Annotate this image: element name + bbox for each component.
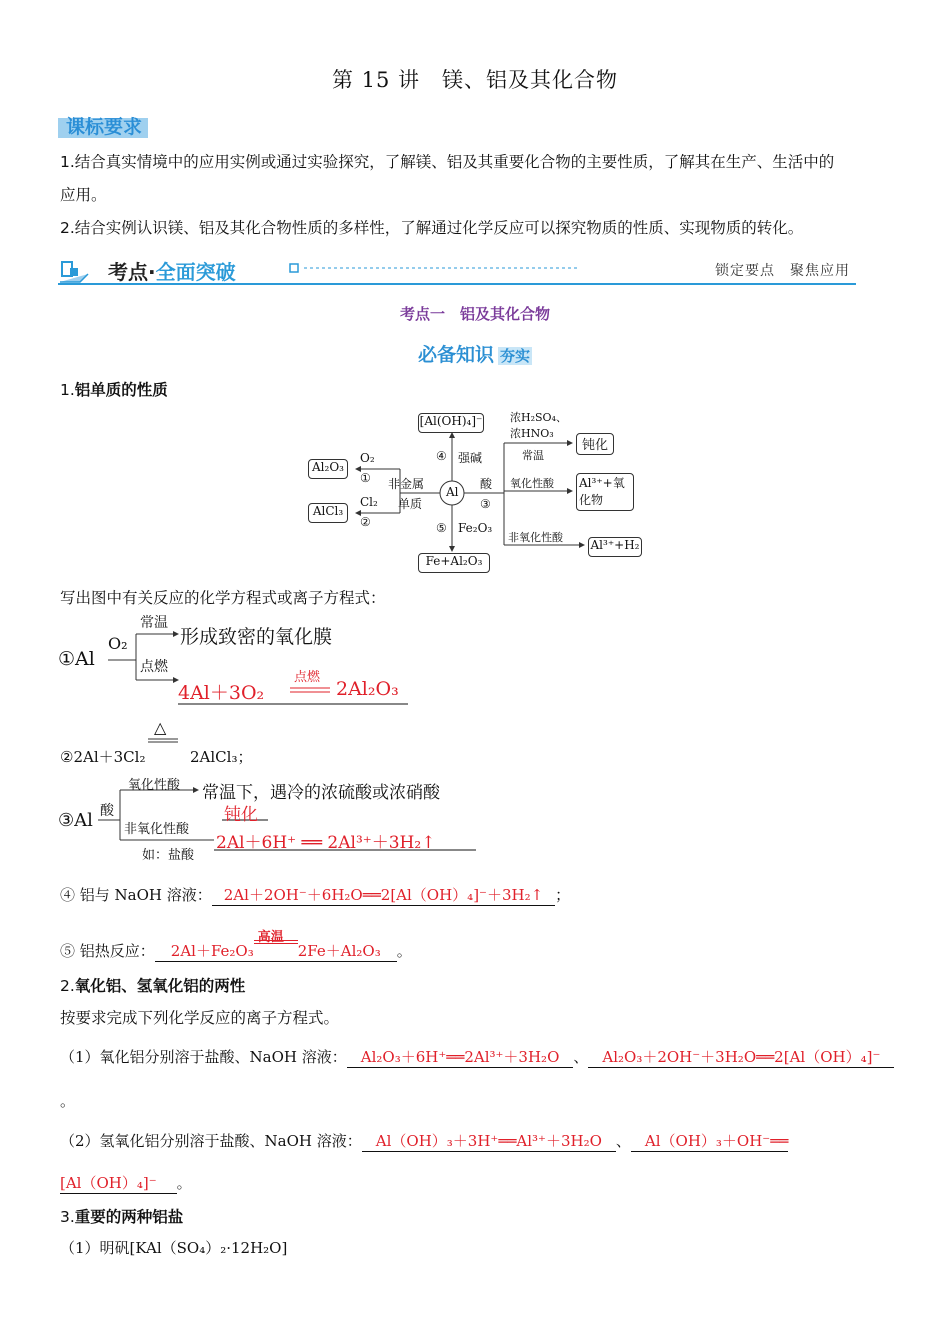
question-1-answer-1: Al₂O₃＋6H⁺══2Al³⁺＋3H₂O — [347, 1046, 574, 1068]
diagram-al2o3-box: Al₂O₃ — [308, 459, 348, 479]
diagram-fe2o3-label: Fe₂O₃ — [458, 521, 493, 535]
equation-3-bottom-condition: 非氧化性酸 — [124, 822, 190, 837]
diagram-passivation-box: 钝化 — [576, 433, 614, 455]
equation-3-prefix: ③Al — [58, 810, 93, 831]
diagram-al3-h2-box: Al³⁺+H₂ — [588, 537, 642, 557]
diagram-room-temp: 常温 — [522, 449, 544, 462]
diagram-aloh4-box: [Al(OH)₄]⁻ — [418, 413, 484, 433]
equation-4-label: ④ 铝与 NaOH 溶液： — [60, 886, 212, 904]
question-2: （2）氢氧化铝分别溶于盐酸、NaOH 溶液： Al（OH）₃＋3H⁺══Al³⁺＋3H₂O 、 Al（OH）₃＋OH⁻══ — [60, 1132, 789, 1150]
requirement-line-3: 2.结合实例认识镁、铝及其化合物性质的多样性，了解通过化学反应可以探究物质的性质、实现物质的转化。 — [60, 219, 804, 237]
diagram-cl2-label: Cl₂ — [360, 495, 378, 509]
equation-3-answer: 2Al＋6H⁺ ══ 2Al³⁺＋3H₂↑ — [216, 833, 436, 853]
diagram-element-label: 单质 — [398, 497, 423, 511]
equation-4 — [60, 884, 570, 906]
equation-1-answer-condition: 点燃 — [294, 670, 321, 685]
equation-2 — [60, 718, 320, 768]
diagram-circle-5: ⑤ — [436, 521, 447, 535]
question-2-answer-2b: [Al（OH）₄]⁻ — [60, 1172, 177, 1194]
equation-5-label: ⑤ 铝热反应： — [60, 942, 155, 960]
equation-5-condition: 高温 — [257, 930, 284, 945]
section-2-heading: 2.氧化铝、氢氧化铝的两性 — [60, 977, 246, 995]
equation-5-answer: 2Al＋Fe₂O₃ 高温 2Fe＋Al₂O₃ — [155, 940, 397, 962]
diagram-oxidizing-acid: 氧化性酸 — [510, 477, 554, 490]
diagram-circle-3: ③ — [480, 497, 491, 511]
equation-5-end: 。 — [396, 942, 412, 960]
equation-1-top-condition: 常温 — [140, 615, 168, 631]
diagram-al3-oxide-box: Al³⁺+氧 化物 — [576, 473, 634, 511]
diagram-acid-label: 酸 — [480, 477, 493, 491]
section-3-item: （1）明矾[KAl（SO₄）₂·12H₂O] — [60, 1239, 288, 1257]
requirements-banner — [58, 112, 154, 140]
equation-1-answer-right: 2Al₂O₃ — [336, 678, 399, 700]
section-3-heading: 3.重要的两种铝盐 — [60, 1208, 184, 1226]
equation-2-left: ②2Al＋3Cl₂ — [60, 748, 146, 766]
diagram-fe-al2o3-box: Fe+Al₂O₃ — [418, 553, 490, 573]
equation-1-bottom-condition: 点燃 — [140, 659, 168, 675]
requirement-line-2: 应用。 — [60, 186, 107, 204]
section-banner — [58, 252, 858, 288]
section-1-heading: 1.铝单质的性质 — [60, 381, 168, 399]
diagram-circle-2: ② — [360, 515, 371, 529]
equation-1-answer-left: 4Al＋3O₂ — [178, 682, 265, 704]
equation-4-answer: 2Al＋2OH⁻＋6H₂O══2[Al（OH）₄]⁻＋3H₂↑ — [212, 884, 555, 906]
question-2-continued: [Al（OH）₄]⁻ 。 — [60, 1174, 192, 1192]
equation-1-o2: O₂ — [108, 634, 128, 653]
section-banner-subtitle: 锁定要点 聚焦应用 — [715, 263, 850, 279]
diagram-conc-h2so4: 浓H₂SO₄、 — [510, 411, 567, 424]
equation-3-acid: 酸 — [100, 803, 114, 819]
equation-2-right: 2AlCl₃； — [190, 748, 253, 766]
section-banner-title: 考点·全面突破 — [108, 260, 236, 284]
equation-3-top-result: 常温下，遇冷的浓硫酸或浓硝酸 — [202, 783, 440, 803]
page-title: 第 15 讲 镁、铝及其化合物 — [331, 68, 619, 92]
requirement-line-1: 1.结合真实情境中的应用实例或通过实验探究，了解镁、铝及其重要化合物的主要性质，了解其在生产、生活中的 — [60, 153, 835, 171]
knowledge-heading: 必备知识 夯实 — [417, 344, 531, 366]
diagram-circle-1: ① — [360, 471, 371, 485]
equation-3-top-condition: 氧化性酸 — [128, 778, 181, 793]
requirements-banner-label: 课标要求 — [66, 116, 143, 138]
write-prompt: 写出图中有关反应的化学方程式或离子方程式： — [60, 589, 386, 607]
equation-3-passivation-answer: 钝化 — [224, 805, 258, 825]
question-1: （1）氧化铝分别溶于盐酸、NaOH 溶液： Al₂O₃＋6H⁺══2Al³⁺＋3H₂O 、 Al₂O₃＋2OH⁻＋3H₂O══2[Al（OH）₄]⁻ — [60, 1046, 894, 1068]
diagram-circle-4: ④ — [436, 449, 447, 463]
equation-3 — [58, 772, 488, 864]
question-2-answer-2: Al（OH）₃＋OH⁻══ — [631, 1130, 788, 1152]
equation-4-end: ； — [555, 886, 571, 904]
diagram-strong-base-label: 强碱 — [458, 451, 483, 465]
diagram-center-al: Al — [446, 485, 459, 499]
equation-2-condition: △ — [154, 718, 167, 737]
diagram-nonoxidizing-acid: 非氧化性酸 — [508, 531, 563, 544]
diagram-conc-hno3: 浓HNO₃ — [510, 427, 554, 440]
aluminum-reaction-diagram — [300, 405, 650, 575]
question-2-label: （2）氢氧化铝分别溶于盐酸、NaOH 溶液： — [60, 1132, 362, 1150]
equation-1 — [58, 610, 418, 706]
question-1-answer-2: Al₂O₃＋2OH⁻＋3H₂O══2[Al（OH）₄]⁻ — [588, 1046, 894, 1068]
question-1-label: （1）氧化铝分别溶于盐酸、NaOH 溶液： — [60, 1048, 347, 1066]
equation-1-top-result: 形成致密的氧化膜 — [180, 626, 333, 648]
equation-1-prefix: ①Al — [58, 648, 95, 670]
diagram-alcl3-box: AlCl₃ — [308, 503, 348, 523]
question-1-end: 。 — [60, 1092, 76, 1110]
section-2-prompt: 按要求完成下列化学反应的离子方程式。 — [60, 1009, 340, 1027]
diagram-o2-label: O₂ — [360, 451, 375, 465]
equation-5 — [60, 930, 412, 962]
diagram-nonmetal-label: 非金属 — [388, 477, 425, 491]
question-2-answer-1: Al（OH）₃＋3H⁺══Al³⁺＋3H₂O — [362, 1130, 616, 1152]
equation-3-bottom-note: 如：盐酸 — [142, 848, 195, 863]
topic-heading: 考点一 铝及其化合物 — [399, 305, 550, 323]
